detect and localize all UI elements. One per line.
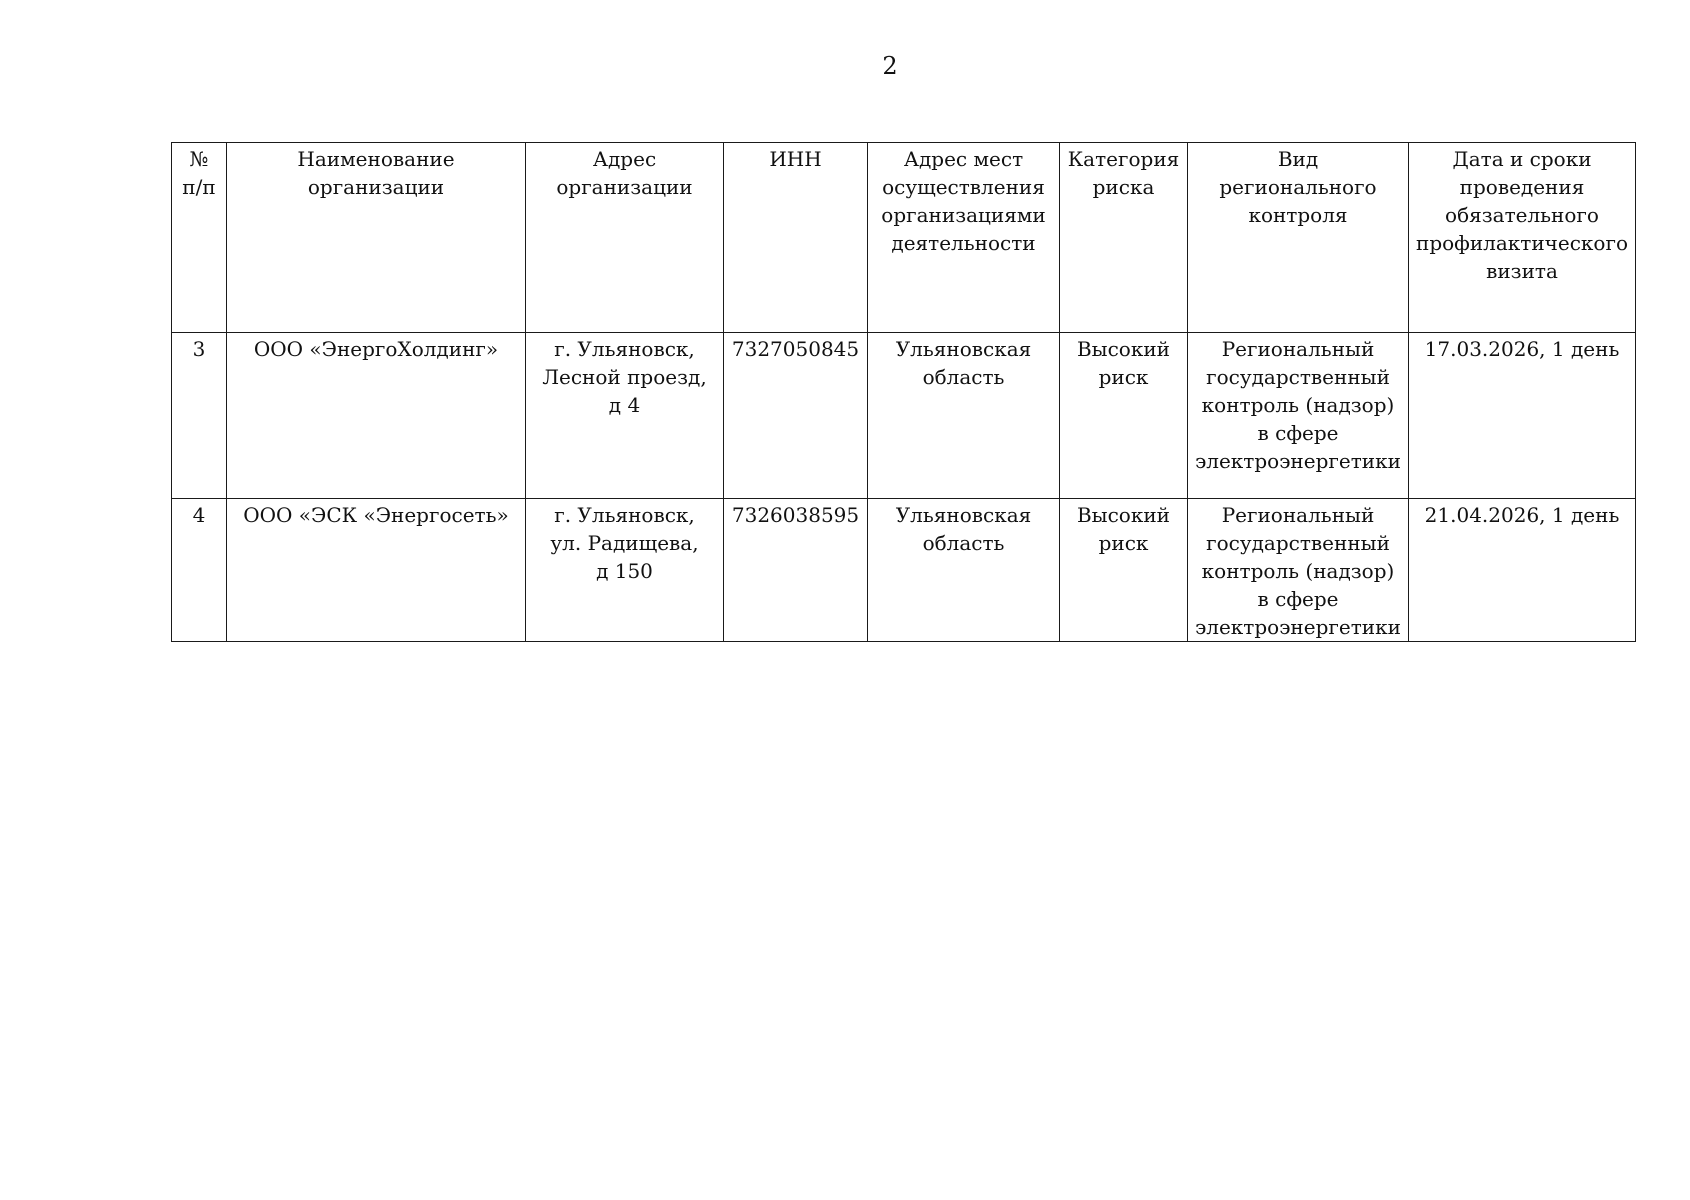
cell-organization-address: г. Ульяновск, ул. Радищева, д 150 [526, 499, 724, 642]
inspection-schedule-table [171, 142, 1636, 642]
cell-row-number: 4 [172, 499, 227, 642]
cell-risk-category: Высокий риск [1060, 499, 1188, 642]
cell-risk-category: Высокий риск [1060, 333, 1188, 499]
cell-activity-address: Ульяновская область [868, 499, 1060, 642]
cell-visit-date: 17.03.2026, 1 день [1409, 333, 1636, 499]
header-risk-category: Категория риска [1060, 143, 1188, 333]
page-number: 2 [882, 52, 898, 80]
table-row [172, 333, 1636, 499]
header-visit-date: Дата и сроки проведения обязательного профилактического визита [1409, 143, 1636, 333]
cell-control-type: Региональный государственный контроль (надзор) в сфере электроэнергетики [1188, 333, 1409, 499]
header-activity-address: Адрес мест осуществления организациями деятельности [868, 143, 1060, 333]
header-inn: ИНН [724, 143, 868, 333]
header-organization-address: Адрес организации [526, 143, 724, 333]
cell-organization-address: г. Ульяновск, Лесной проезд, д 4 [526, 333, 724, 499]
cell-organization-name: ООО «ЭнергоХолдинг» [227, 333, 526, 499]
cell-visit-date: 21.04.2026, 1 день [1409, 499, 1636, 642]
inspection-schedule-table-wrapper [171, 142, 1635, 642]
table-row [172, 499, 1636, 642]
cell-activity-address: Ульяновская область [868, 333, 1060, 499]
cell-organization-name: ООО «ЭСК «Энергосеть» [227, 499, 526, 642]
header-row-number: № п/п [172, 143, 227, 333]
header-control-type: Вид регионального контроля [1188, 143, 1409, 333]
cell-inn: 7327050845 [724, 333, 868, 499]
cell-row-number: 3 [172, 333, 227, 499]
header-organization-name: Наименование организации [227, 143, 526, 333]
table-header-row [172, 143, 1636, 333]
cell-inn: 7326038595 [724, 499, 868, 642]
cell-control-type: Региональный государственный контроль (надзор) в сфере электроэнергетики [1188, 499, 1409, 642]
